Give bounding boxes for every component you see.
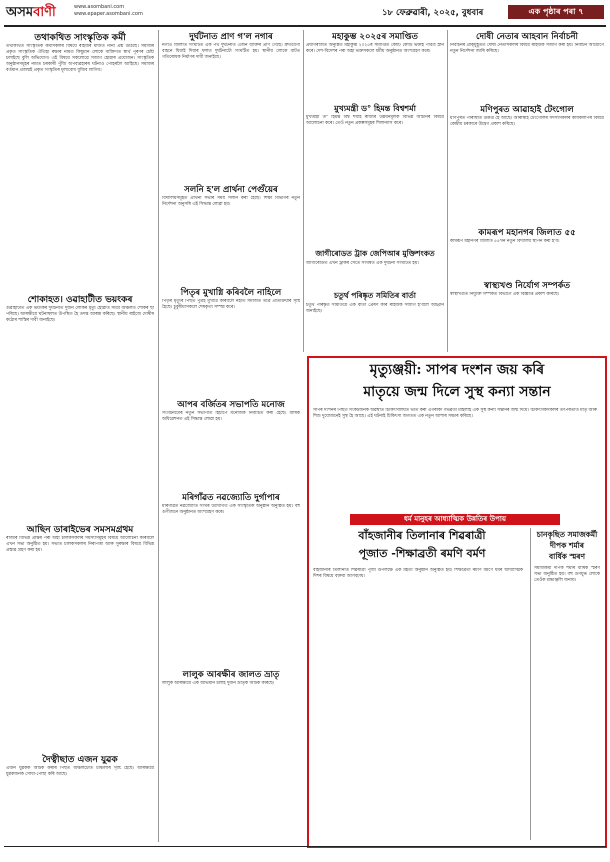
article-headline[interactable]: দোষী নেতাৰ আহবান নিৰ্বাচনী: [476, 32, 578, 42]
article-headline[interactable]: মৰিগাঁৱত নৱজ্যোতি দুৰ্গাপাৰ: [182, 493, 280, 503]
article-body: কামৰূপ মহানগৰ জিলাত ৫৫খন নতুন বিদ্যালয় স্থাপন কৰা হ'ব।: [450, 239, 560, 244]
article-headline[interactable]: লালুক আৰক্ষীৰ জালত ভ্ৰাতৃ: [182, 670, 280, 680]
article-headline[interactable]: আপৰ বৰ্জিতৰ সভাপতি মনোজ: [177, 400, 285, 410]
article-headline[interactable]: মহাকুম্ভ ২০২৫ৰ সমাপ্তিত: [332, 32, 418, 42]
article-body: চতুৰ্থ পৰিষ্কৃত সমিতিয়ে এক বাৰ্তা প্ৰেৰণ কৰি ৰাইজক সজাগ হ'বলৈ আহ্বান জনাইছে।: [306, 303, 444, 314]
page-tag: এক পৃষ্ঠাৰ পৰা ৭: [508, 5, 604, 19]
logo-right: বাণী: [33, 5, 56, 20]
article-headline[interactable]: মণিপুৰত আৱাহাই টেংগোল: [480, 105, 574, 115]
side-feature-body: সমাজকৰ্মী দীপক শৰ্মাৰ বাৰ্ষিক স্মৰণ সভা অনুষ্ঠিত হয়। বহু গুণমুগ্ধ লোকে তেওঁক শ্ৰদ্ধাঞ্জলি জনায়।: [534, 566, 600, 583]
article-headline[interactable]: দৈত্বীছাত এজন যুৱক: [42, 755, 118, 765]
column-4: [450, 30, 604, 342]
website-1[interactable]: www.asombani.com: [74, 4, 125, 10]
sub-feature-tag: ধৰ্ম মানুহৰ আধ্যাত্মিক উন্নতিৰ উপায়: [350, 514, 560, 525]
article-body: সংগঠনটোৰ নতুন সভাপতি হিচাপে মনোজক নিৰ্বাচিত কৰা হৈছে। বাৰ্ষিক অধিৱেশনত এই সিদ্ধান্ত লোৱা হয়।: [162, 411, 300, 422]
column-3: [306, 30, 444, 343]
masthead: [0, 0, 610, 28]
masthead-rule: [4, 25, 606, 27]
side-feature-headline-1[interactable]: চানকৃছিত সমাজকৰ্মী: [536, 530, 598, 539]
website-links: [74, 4, 143, 18]
side-feature-headline-3[interactable]: বাৰ্ষিক স্মৰণ: [548, 552, 586, 561]
website-2[interactable]: www.epaper.asombani.com: [74, 11, 143, 17]
article-headline[interactable]: কামৰূপ মহানগৰ জিলাত ৫৫: [478, 228, 576, 238]
article-body: প্ৰয়াগৰাজত অনুষ্ঠিত মহাকুম্ভ ২০২৫ৰ সমাপ্তিত কোটি কোটি ভক্তই পবিত্ৰ স্নান কৰে। দেশ-বিদেশৰ পৰা অহা ভক্তসকলে ধৰ্মীয় অনুষ্ঠানত অংশগ্ৰহণ কৰে।: [306, 43, 444, 54]
article-headline[interactable]: তথাকথিত সাংস্কৃতিক কৰ্মী: [34, 33, 126, 43]
column-divider: [530, 528, 531, 840]
footer-rule: [4, 846, 606, 847]
feature-headline-1[interactable]: মৃত্যুঞ্জয়ী: সাপৰ দংশন জয় কৰি: [369, 362, 545, 378]
article-body: লালুক আৰক্ষীয়ে এক অভিযান চলাই দুজন ভ্ৰাতৃক আটক কৰিছে।: [162, 681, 275, 686]
article-body: জাগীৰোডত এখন ট্ৰাকৰ সৈতে সংঘৰ্ষত এক দুৰ্ঘটনা সংঘটিত হয়।: [306, 261, 419, 266]
column-2-lower: [162, 398, 300, 811]
column-divider: [447, 30, 448, 352]
article-body: ৰাজ্যৰ বিভিন্ন প্ৰান্তৰ পৰা অহা চালকসকলৰ সমস্যাসমূহৰ বিষয়ে আলোচনা কৰিবলৈ এখন সভা অনুষ্ঠিত হয়। সভাত চালকসকলৰ নিৰাপত্তা আৰু সুৰক্ষাৰ বিষয়ে বিভিন্ন প্ৰস্তাৱ গ্ৰহণ কৰা হয়।: [6, 536, 154, 553]
article-body: এজন যুৱকক আটক কৰাৰ পিছত অঞ্চলটোত চাঞ্চল্যৰ সৃষ্টি হৈছে। আৰক্ষীয়ে যুৱকজনক সোধা-পোছা কৰি আছে।: [6, 766, 154, 777]
dateline: ১৮ ফেব্ৰুৱাৰী, ২০২৫, বুধবাৰ: [382, 8, 484, 18]
column-divider: [303, 30, 304, 352]
newspaper-logo[interactable]: [6, 3, 64, 21]
sub-feature-headline-2[interactable]: পূজাত -শিক্ষাব্ৰতী ৰমণি বৰ্মণ: [358, 547, 486, 560]
article-headline[interactable]: চতুৰ্থ পৰিষ্কৃত সমিতিৰ বাৰ্তা: [334, 291, 416, 300]
article-body: মণিপুৰত পৰিস্থিতি উত্তপ্ত হৈ আছে। আৰাম্বাই টেংগোলৰ সদস্যসকলৰ কাৰ্যকলাপৰ বিষয়ে কেন্দ্ৰীয় চৰকাৰে উদ্বেগ প্ৰকাশ কৰিছে।: [450, 116, 604, 127]
article-body: পিতৃৰ মৃত্যুৰ পিছত পুত্ৰই মুখাগ্নি কৰিবলৈ নহাত সমাজত তীব্ৰ প্ৰতিক্ৰিয়াৰ সৃষ্টি হৈছে। চুবুৰীয়াসকলে শেষকৃত্য সম্পন্ন কৰে।: [162, 299, 300, 310]
article-headline[interactable]: সলনি হ'ল প্ৰাৰ্থনা পেগুঁয়েৰ: [184, 185, 278, 195]
article-headline[interactable]: দুৰ্ঘটনাত প্ৰাণ গ'ল নগাৰ: [189, 32, 273, 42]
sub-feature-body: বাঁহজানীৰ তিলানাত শিৱৰাত্ৰী পূজা উপলক্ষে এক মহতী অনুষ্ঠান অনুষ্ঠিত হয়। শিক্ষাব্ৰতী ৰমণি বৰ্মণে ধৰ্মৰ আধ্যাত্মিক দিশৰ বিষয়ে বক্তব্য আগবঢ়ায়।: [313, 568, 523, 579]
article-body: তথাকথিত সাংস্কৃতিক কৰ্মীসকলৰ বিষয়ে ৰাইজৰ মাজত নানা প্ৰশ্ন উঠিছে। সমাজৰ প্ৰকৃত সাংস্কৃতিক ঐতিহ্য ৰক্ষাৰ নামত কিছুমান লোকে ব্যক্তিগত স্বাৰ্থ পূৰণৰ চেষ্টা চলাইছে বুলি অভিযোগ। এই বিষয়ে সকলোৱে সজাগ হোৱাৰ প্ৰয়োজন। সাংস্কৃতিক অনুষ্ঠানসমূহৰ নামত চৰকাৰী পুঁজি অপব্যৱহাৰৰ ঘটনাও পোহৰলৈ আহিছে। সমাজৰ বৰ্তমান প্ৰজন্মই প্ৰকৃত সংস্কৃতিৰ মূল্যবোধ বুজিব লাগিব।: [6, 44, 154, 73]
feature-body: সাপৰ দংশনৰ পিছত সংকটজনক অৱস্থাত চিকিৎসালয়ত ভৰ্তি কৰা এগৰাকী গৰ্ভৱতী মহিলাই এক সুস্থ কন্যা সন্তানৰ জন্ম দিয়ে। চিকিৎসকসকলৰ তৎপৰতাত মাতৃ আৰু শিশু দুয়োজনেই সুস্থ হৈ আছে। এই ঘটনাই চিকিৎসা জগতত এক নতুন আশাৰ সঞ্চাৰ কৰিছে।: [313, 408, 597, 419]
article-body: নগাঁও জিলাত সংঘটিত এক পথ দুৰ্ঘটনাত এজন ব্যক্তিৰ প্ৰাণ গৈছে। দ্ৰুতবেগী বাহনে ধিয়াই দিয়াৰ ফলত দুৰ্ঘটনাটো সংঘটিত হয়। স্থানীয় লোকে বাটত গতিৰোধক নিৰ্মাণৰ দাবী জনাইছে।: [162, 43, 300, 60]
article-body: মৰিগাঁৱত নৱজ্যোতি সংঘৰ উদ্যোগত এক সাংস্কৃতিক অনুষ্ঠান অনুষ্ঠিত হয়। বহু গুণীজনে অনুষ্ঠানত অংশগ্ৰহণ কৰে।: [162, 504, 300, 515]
article-headline[interactable]: আছিন ডাৰাইভেৰ সমসমগ্ৰথম: [26, 525, 134, 535]
side-feature-headline-2[interactable]: দীপক শৰ্মাৰ: [549, 541, 585, 550]
article-headline[interactable]: পিতৃৰ মুখাগ্নি কৰিবলৈ নাহিলে: [180, 288, 282, 298]
article-body: বিদ্যালয়সমূহত প্ৰাৰ্থনা সভাৰ সময় সলনি কৰা হৈছে। শিক্ষা বিভাগৰ নতুন নিৰ্দেশনা অনুসৰি এই সিদ্ধান্ত লোৱা হয়।: [162, 196, 300, 207]
column-divider: [158, 30, 159, 842]
article-body: গুৱাহাটীত এক ভয়ংকৰ দুৰ্ঘটনাত দুজন লোকৰ মৃত্যু হোৱাত সমগ্ৰ অঞ্চলত শোকৰ ছাঁ পৰিছে। আৰক্ষীয়ে ঘটনাস্থলত উপস্থিত হৈ তদন্ত আৰম্ভ কৰিছে। স্থানীয় ৰাইজে দোষীৰ কঠোৰ শাস্তিৰ দাবী জনাইছে।: [6, 306, 154, 323]
article-headline[interactable]: স্বাস্থ্যখণ্ড নিৰ্যোগ সম্পৰ্কত: [483, 281, 571, 291]
article-headline[interactable]: মুখ্যমন্ত্ৰী ড° হিমন্ত বিশ্বশৰ্মা: [334, 103, 416, 113]
column-2: [162, 30, 300, 357]
article-headline[interactable]: শোকাহত। ওৱাহাটীত ভয়ংকৰ: [27, 295, 133, 305]
article-body: নিৰ্বাচনৰ প্ৰাক্‌মুহূৰ্তত দোষী নেতাসকলৰ বিষয়ে ৰাইজক সজাগ কৰা হয়। নিৰ্বাচন আয়োগে নতুন নিৰ্দেশনা জাৰি কৰিছে।: [450, 43, 604, 54]
article-body: স্বাস্থ্যখণ্ডত নিযুক্তি সম্পৰ্কত বিভাগে এক বিজ্ঞপ্তি প্ৰকাশ কৰিছে।: [450, 292, 560, 297]
column-1: [6, 30, 154, 822]
article-headline[interactable]: জাগীৰোডত ট্ৰাক জেপিআৰ মুক্তিশংকত: [315, 249, 435, 258]
sub-feature-headline-1[interactable]: বাঁহজানীৰ তিলানাৰ শিৱৰাত্ৰী: [358, 529, 486, 542]
logo-left: অসম: [6, 5, 34, 20]
article-body: মুখ্যমন্ত্ৰী ড° হিমন্ত বিশ্ব শৰ্মাই ৰাজ্যৰ উন্নয়নমূলক বিভিন্ন আঁচনিৰ বিষয়ে আলোচনা কৰে। তেওঁ নতুন প্ৰকল্পসমূহৰ শিলান্যাস কৰে।: [306, 115, 444, 126]
feature-headline-2[interactable]: মাতৃয়ে জন্ম দিলে সুস্থ কন্যা সন্তান: [363, 384, 551, 400]
